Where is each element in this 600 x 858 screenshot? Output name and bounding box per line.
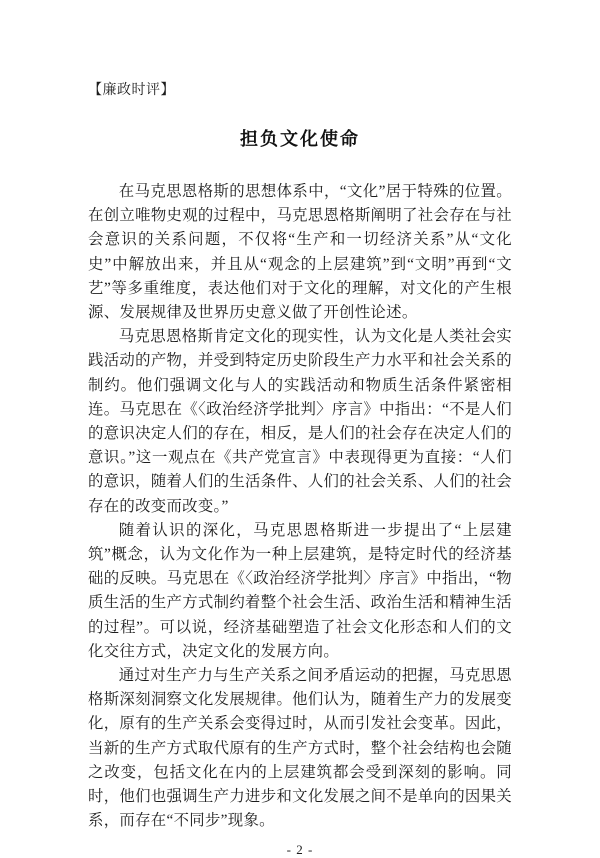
paragraph-2: 马克思恩格斯肯定文化的现实性，认为文化是人类社会实践活动的产物，并受到特定历史阶段生产力水平和社会关系的制约。他们强调文化与人的实践活动和物质生活条件紧密相连。马克思在《〈政治经济学批判〉序言》中指出：“不是人们的意识决定人们的存在，相反，是人们的社会存在决定人们的意识。”这一观点在《共产党宣言》中表现得更为直接：“人们的意识，随着人们的生活条件、人们的社会关系、人们的社会存在的改变而改变。”	[88, 328, 512, 515]
section-header: 【廉政时评】	[88, 83, 175, 98]
paragraph-3: 随着认识的深化，马克思恩格斯进一步提出了“上层建筑”概念，认为文化作为一种上层建筑，是特定时代的经济基础的反映。马克思在《〈政治经济学批判〉序言》中指出，“物质生活的生产方式制约着整个社会生活、政治生活和精神生活的过程”。可以说，经济基础塑造了社会文化形态和人们的文化交往方式，决定文化的发展方向。	[88, 521, 512, 660]
paragraph-1: 在马克思恩格斯的思想体系中，“文化”居于特殊的位置。在创立唯物史观的过程中，马克思恩格斯阐明了社会存在与社会意识的关系问题，不仅将“生产和一切经济关系”从“文化史”中解放出来，并且从“观念的上层建筑”到“文明”再到“文艺”等多重维度，表达他们对于文化的理解，对文化的产生根源、发展规律及世界历史意义做了开创性论述。	[88, 183, 512, 322]
paragraph-4: 通过对生产力与生产关系之间矛盾运动的把握，马克思恩格斯深刻洞察文化发展规律。他们认为，随着生产力的发展变化，原有的生产关系会变得过时，从而引发社会变革。因此，当新的生产方式取代原有的生产方式时，整个社会结构也会随之改变，包括文化在内的上层建筑都会受到深刻的影响。同时，他们也强调生产力进步和文化发展之间不是单向的因果关系，而存在“不同步”现象。	[88, 667, 512, 830]
page-title: 担负文化使命	[240, 129, 360, 149]
page-number: - 2 -	[286, 842, 314, 858]
document-body	[88, 180, 512, 833]
